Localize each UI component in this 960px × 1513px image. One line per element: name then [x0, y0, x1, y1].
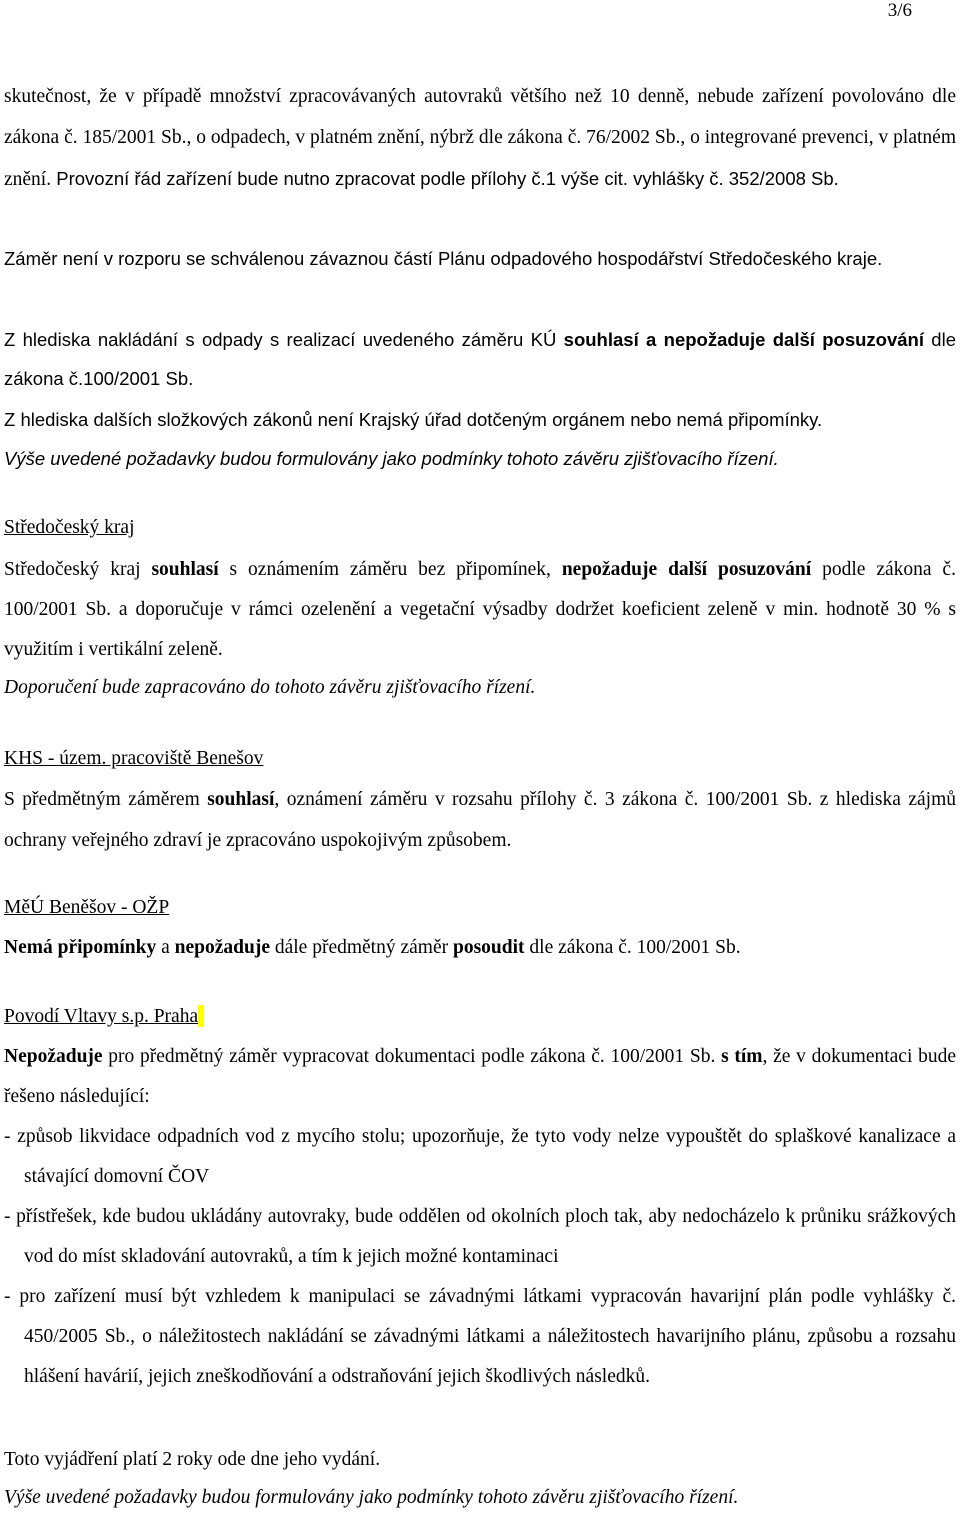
- paragraph-2: Záměr není v rozporu se schválenou závaznou částí Plánu odpadového hospodářství Středočeského kraje.: [4, 248, 883, 269]
- p1-text-serif: skutečnost, že v případě množství zpracovávaných autovraků většího než 10 denně, nebude zařízení povolováno dle zákona č. 185/2001 Sb., o odpadech, v platném znění, nýbrž dle zákona č. 76/2002 Sb., o integrované prevenci, v platném znění.: [4, 86, 956, 190]
- p1-text-sans: Provozní řád zařízení bude nutno zpracovat podle přílohy č.1 výše cit. vyhlášky č. 352/2008 Sb.: [51, 168, 839, 189]
- section-1-note: Doporučení bude zapracováno do tohoto závěru zjišťovacího řízení.: [4, 677, 536, 698]
- section-heading-stredocesky-kraj: Středočeský kraj: [4, 517, 135, 538]
- list-item: - způsob likvidace odpadních vod z mycího stolu; upozorňuje, že tyto vody nelze vypouštět do splaškové kanalizace a stávající domovní ČOV: [4, 1126, 956, 1187]
- section-heading-meu: MěÚ Beněšov - OŽP: [4, 897, 170, 918]
- section-4-text: Nepožaduje pro předmětný záměr vypracovat dokumentaci podle zákona č. 100/2001 Sb. s tím, že v dokumentaci bude řešeno následující:: [4, 1046, 956, 1107]
- paragraph-5: Výše uvedené požadavky budou formulovány jako podmínky tohoto závěru zjišťovacího řízení.: [4, 448, 779, 469]
- section-2-text: S předmětným záměrem souhlasí, oznámení záměru v rozsahu přílohy č. 3 zákona č. 100/2001 Sb. z hlediska zájmů ochrany veřejného zdraví je zpracováno uspokojivým způsobem.: [4, 789, 956, 851]
- highlight-mark: [198, 1005, 204, 1027]
- paragraph-4: Z hlediska dalších složkových zákonů není Krajský úřad dotčeným orgánem nebo nemá připomínky.: [4, 409, 823, 430]
- page-number: 3/6: [887, 0, 912, 21]
- section-heading-khs: KHS - územ. pracoviště Benešov: [4, 748, 264, 769]
- section-3-text: Nemá připomínky a nepožaduje dále předmětný záměr posoudit dle zákona č. 100/2001 Sb.: [4, 937, 741, 958]
- bullet-list: [4, 1117, 956, 1397]
- list-item: - pro zařízení musí být vzhledem k manipulaci se závadnými látkami vypracován havarijní plán podle vyhlášky č. 450/2005 Sb., o náležitostech nakládání se závadnými látkami a náležitostech havarijního plánu, způsobu a rozsahu hlášení havárií, jejich zneškodňování a odstraňování jejich škodlivých následků.: [4, 1286, 956, 1387]
- section-1-text: Středočeský kraj souhlasí s oznámením záměru bez připomínek, nepožaduje další posuzování podle zákona č. 100/2001 Sb. a doporučuje v rámci ozelenění a vegetační výsadby dodržet koeficient zeleně v min. hodnotě 30 % s využitím i vertikální zeleně.: [4, 559, 956, 660]
- final-note: Výše uvedené požadavky budou formulovány jako podmínky tohoto závěru zjišťovacího řízení.: [4, 1487, 739, 1508]
- list-item: - přístřešek, kde budou ukládány autovraky, bude oddělen od okolních ploch tak, aby nedocházelo k průniku srážkových vod do míst skladování autovraků, a tím k jejich možné kontaminaci: [4, 1206, 956, 1267]
- validity-note: Toto vyjádření platí 2 roky ode dne jeho vydání.: [4, 1449, 381, 1470]
- section-heading-povodi: Povodí Vltavy s.p. Praha: [4, 1003, 956, 1031]
- paragraph-1: [4, 76, 956, 200]
- paragraph-3: Z hlediska nakládání s odpady s realizací uvedeného záměru KÚ souhlasí a nepožaduje další posuzování dle zákona č.100/2001 Sb.: [4, 329, 956, 389]
